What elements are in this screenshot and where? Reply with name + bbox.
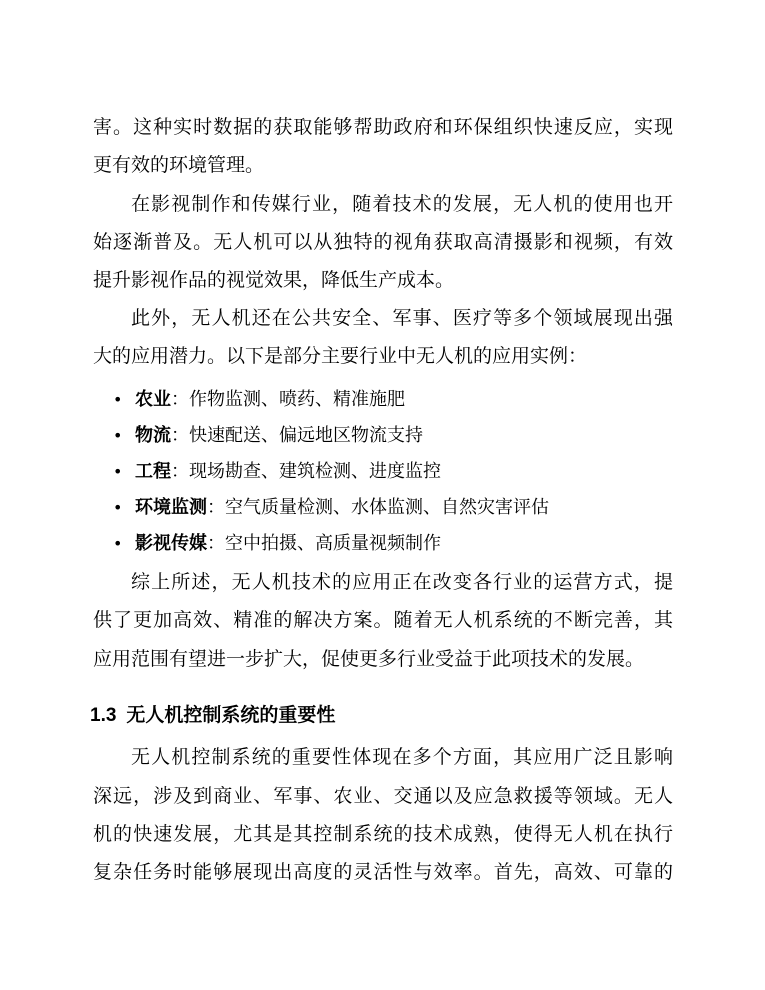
list-item	[113, 532, 441, 556]
bullet-icon: •	[113, 498, 123, 517]
bullet-icon: •	[113, 462, 123, 481]
bullet-description: 作物监测、喷药、精准施肥	[189, 389, 405, 410]
list-item	[113, 388, 405, 412]
paragraph-line: 无人机控制系统的重要性体现在多个方面，其应用广泛且影响	[131, 746, 673, 768]
paragraph-line: 始逐渐普及。无人机可以从独特的视角获取高清摄影和视频，有效	[93, 231, 673, 253]
bullet-separator: ：	[171, 425, 189, 446]
paragraph-line: 深远，涉及到商业、军事、农业、交通以及应急救援等领域。无人	[93, 785, 673, 807]
section-title: 无人机控制系统的重要性	[126, 704, 336, 726]
bullet-separator: ：	[207, 533, 225, 554]
bullet-icon: •	[113, 534, 123, 553]
section-heading	[90, 703, 335, 728]
paragraph-line: 综上所述，无人机技术的应用正在改变各行业的运营方式，提	[131, 571, 673, 593]
bullet-description: 现场勘查、建筑检测、进度监控	[189, 461, 441, 482]
bullet-term: 农业	[135, 389, 171, 410]
paragraph-line: 此外，无人机还在公共安全、军事、医疗等多个领域展现出强	[131, 307, 673, 329]
bullet-description: 快速配送、偏远地区物流支持	[189, 425, 423, 446]
bullet-separator: ：	[171, 461, 189, 482]
paragraph-line: 害。这种实时数据的获取能够帮助政府和环保组织快速反应，实现	[93, 116, 673, 138]
bullet-description: 空气质量检测、水体监测、自然灾害评估	[225, 497, 549, 518]
paragraph-line: 提升影视作品的视觉效果，降低生产成本。	[93, 269, 455, 291]
bullet-term: 工程	[135, 461, 171, 482]
section-number: 1.3	[90, 705, 117, 726]
paragraph-line: 在影视制作和传媒行业，随着技术的发展，无人机的使用也开	[131, 193, 673, 215]
list-item	[113, 424, 423, 448]
paragraph-line: 大的应用潜力。以下是部分主要行业中无人机的应用实例：	[93, 345, 588, 367]
bullet-term: 物流	[135, 425, 171, 446]
list-item	[113, 460, 441, 484]
bullet-description: 空中拍摄、高质量视频制作	[225, 533, 441, 554]
paragraph-line: 复杂任务时能够展现出高度的灵活性与效率。首先，高效、可靠的	[93, 861, 673, 883]
bullet-term: 环境监测	[135, 497, 207, 518]
bullet-separator: ：	[171, 389, 189, 410]
list-item	[113, 496, 549, 520]
bullet-term: 影视传媒	[135, 533, 207, 554]
paragraph-line: 供了更加高效、精准的解决方案。随着无人机系统的不断完善，其	[93, 609, 673, 631]
paragraph-line: 更有效的环境管理。	[93, 154, 265, 176]
bullet-icon: •	[113, 426, 123, 445]
bullet-icon: •	[113, 390, 123, 409]
bullet-separator: ：	[207, 497, 225, 518]
paragraph-line: 机的快速发展，尤其是其控制系统的技术成熟，使得无人机在执行	[93, 823, 673, 845]
paragraph-line: 应用范围有望进一步扩大，促使更多行业受益于此项技术的发展。	[93, 648, 645, 670]
